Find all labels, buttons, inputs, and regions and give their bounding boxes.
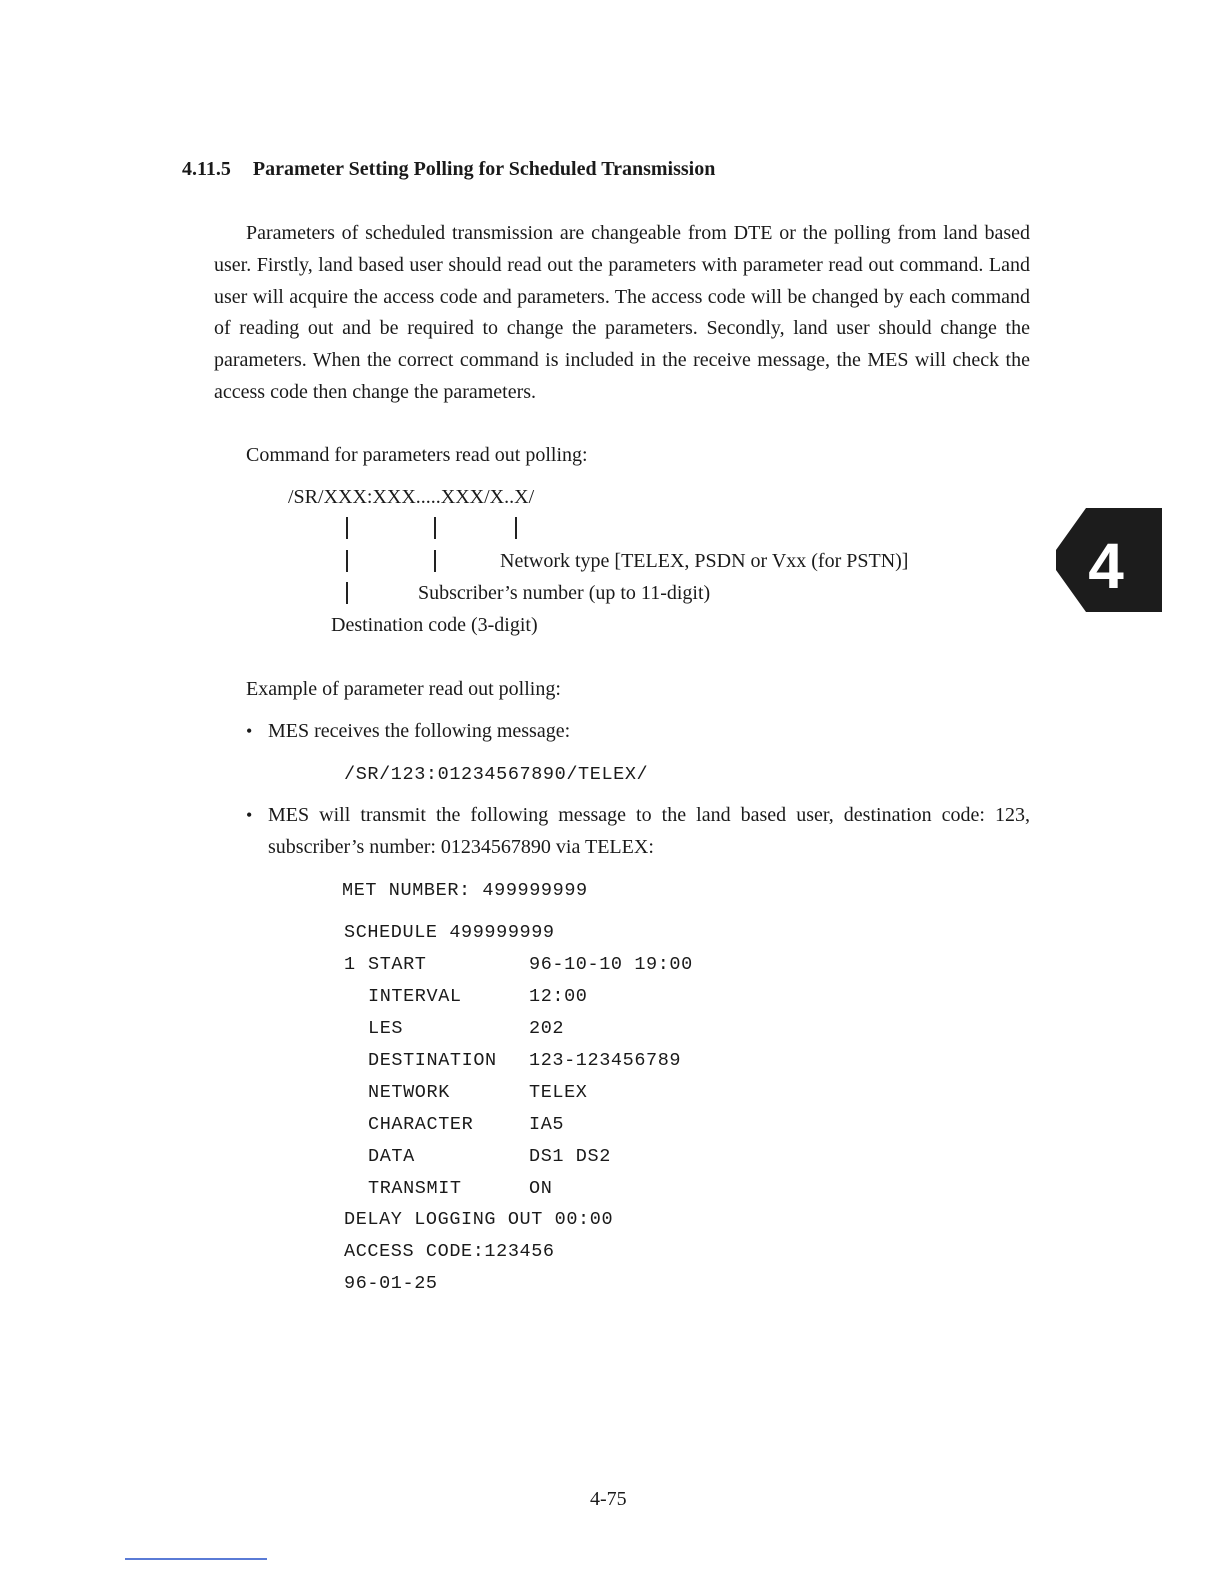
delay-logging-line: DELAY LOGGING OUT 00:00: [344, 1209, 614, 1230]
schedule-row-label: NETWORK: [368, 1082, 450, 1103]
command-syntax: /SR/XXX:XXX.....XXX/X..X/: [288, 486, 535, 508]
bullet-text: MES will transmit the following message to the land based user, destination code: 123,: [268, 804, 1030, 826]
pointer-bar-subscriber: [434, 550, 436, 572]
access-code-line: ACCESS CODE:123456: [344, 1241, 555, 1262]
schedule-row-value: TELEX: [529, 1082, 588, 1103]
schedule-row-label: TRANSMIT: [368, 1178, 462, 1199]
schedule-row-value: IA5: [529, 1114, 565, 1135]
command-label: Command for parameters read out polling:: [246, 444, 588, 466]
received-message: /SR/123:01234567890/TELEX/: [344, 764, 649, 785]
schedule-row-label: DESTINATION: [368, 1050, 497, 1071]
bullet-dot-icon: •: [246, 805, 253, 825]
bullet-text-continued: subscriber’s number: 01234567890 via TELEX:: [268, 836, 654, 858]
intro-paragraph: Parameters of scheduled transmission are changeable from DTE or the polling from land based user. Firstly, land based user should read out the parameters with parameter read out command. Land user will acquire the access code and parameters. The access code will be changed by each command of reading out and be required to change the parameters. Secondly, land user should change the parameters. When the correct command is included in the receive message, the MES will check the access code then change the parameters.: [214, 222, 1030, 403]
met-number-line: MET NUMBER: 499999999: [342, 880, 588, 901]
bullet-dot-icon: •: [246, 721, 253, 741]
pointer-bar-destination: [346, 582, 348, 604]
schedule-row-value: ON: [529, 1178, 553, 1199]
schedule-row-value: 123-123456789: [529, 1050, 682, 1071]
schedule-row-value: DS1 DS2: [529, 1146, 611, 1167]
schedule-row-label: CHARACTER: [368, 1114, 474, 1135]
schedule-line: SCHEDULE 499999999: [344, 922, 555, 943]
schedule-row-value: 96-10-10 19:00: [529, 954, 693, 975]
section-title: Parameter Setting Polling for Scheduled Transmission: [252, 158, 716, 180]
schedule-row-value: 202: [529, 1018, 565, 1039]
note-network-type: Network type [TELEX, PSDN or Vxx (for PSTN)]: [500, 550, 909, 572]
bullet-text: MES receives the following message:: [268, 720, 571, 742]
bullet-item: [246, 720, 252, 743]
chapter-tab: [1056, 508, 1162, 612]
schedule-entry-index: 1: [344, 954, 356, 975]
footer-rule: [125, 1558, 267, 1560]
note-destination-code: Destination code (3-digit): [331, 614, 538, 636]
pointer-bar-destination: [346, 517, 348, 539]
pointer-bar-subscriber: [434, 517, 436, 539]
schedule-row-label: START: [368, 954, 427, 975]
pointer-bar-destination: [346, 550, 348, 572]
pointer-bar-network: [515, 517, 517, 539]
note-subscriber-number: Subscriber’s number (up to 11-digit): [418, 582, 711, 604]
schedule-row-value: 12:00: [529, 986, 588, 1007]
section-heading: [182, 158, 715, 181]
bullet-item: [246, 804, 252, 827]
schedule-row-label: INTERVAL: [368, 986, 462, 1007]
page-number: 4-75: [590, 1488, 627, 1510]
chapter-tab-label: 4: [1088, 530, 1124, 602]
section-number: 4.11.5: [182, 158, 231, 180]
schedule-row-label: DATA: [368, 1146, 415, 1167]
example-label: Example of parameter read out polling:: [246, 678, 561, 700]
date-line: 96-01-25: [344, 1273, 438, 1294]
schedule-row-label: LES: [368, 1018, 404, 1039]
